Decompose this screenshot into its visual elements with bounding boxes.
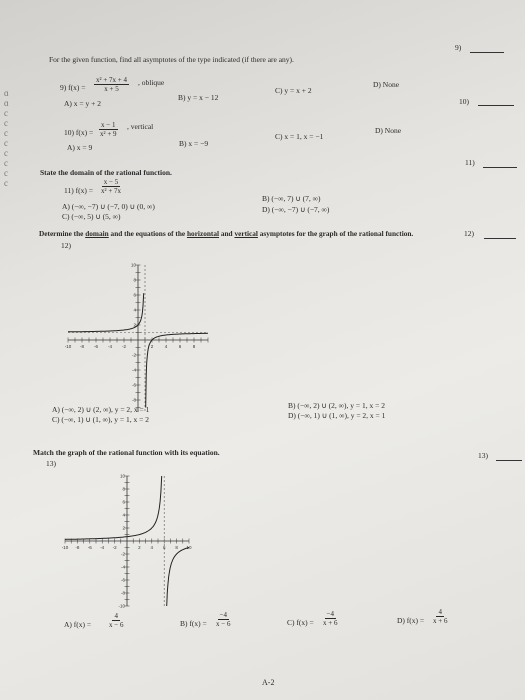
- q12-instruction: [39, 229, 413, 238]
- margin-mark: c: [4, 138, 8, 148]
- q12-choice-d[interactable]: D) (−∞, 1) ∪ (1, ∞), y = 2, x = 1: [288, 411, 386, 420]
- function-curve: [146, 333, 208, 407]
- page-label: A-2: [262, 678, 275, 687]
- q13-d-numerator: 4: [438, 608, 442, 616]
- y-tick-label: -6: [131, 382, 136, 388]
- x-tick-label: 8: [192, 344, 196, 349]
- q12-answer-number: 12): [464, 229, 474, 238]
- margin-mark: ɑ: [4, 98, 9, 108]
- y-tick-label: 8: [122, 486, 125, 492]
- margin-mark: c: [4, 118, 8, 128]
- x-tick-label: 4: [150, 545, 154, 550]
- x-tick-label: -10: [64, 344, 72, 349]
- q9-denominator: x + 5: [104, 85, 119, 93]
- q13-answer-blank[interactable]: [496, 460, 522, 461]
- q12-choice-c[interactable]: C) (−∞, 1) ∪ (1, ∞), y = 1, x = 2: [52, 415, 149, 424]
- q12-instruction-post: asymptotes for the graph of the rational function.: [257, 229, 414, 238]
- x-tick-label: -6: [87, 545, 92, 550]
- y-tick-label: -2: [131, 352, 136, 358]
- q9-choice-c[interactable]: C) y = x + 2: [275, 86, 312, 95]
- q11-choice-b[interactable]: B) (−∞, 7) ∪ (7, ∞): [262, 194, 321, 203]
- q10-choice-d[interactable]: D) None: [375, 126, 402, 135]
- margin-mark: c: [4, 148, 8, 158]
- margin-mark: ɑ: [4, 88, 9, 98]
- q10-answer-blank[interactable]: [478, 105, 514, 106]
- q9-choice-b[interactable]: B) y = x − 12: [178, 93, 219, 102]
- q13-choice-d-lhs[interactable]: D) f(x) =: [397, 616, 425, 625]
- x-tick-label: -8: [75, 545, 80, 550]
- y-tick-label: -4: [120, 564, 125, 570]
- q13-number: 13): [46, 459, 56, 468]
- q9-choice-a[interactable]: A) x = y + 2: [64, 99, 101, 108]
- y-tick-label: 6: [122, 499, 125, 505]
- y-tick-label: -6: [120, 577, 125, 583]
- q12-graph: [60, 252, 230, 412]
- q13-choice-b-fraction: [214, 611, 232, 628]
- q12-instruction-mid: and the equations of the: [108, 229, 187, 238]
- q11-choice-a[interactable]: A) (−∞, −7) ∪ (−7, 0) ∪ (0, ∞): [62, 202, 155, 211]
- x-tick-label: -4: [100, 545, 105, 550]
- q9-answer-blank[interactable]: [470, 52, 504, 53]
- x-tick-label: -10: [61, 545, 69, 550]
- margin-mark: c: [4, 178, 8, 188]
- q11-choice-c[interactable]: C) (−∞, 5) ∪ (5, ∞): [62, 212, 121, 221]
- q13-b-denominator: x − 6: [216, 620, 231, 628]
- q12-choice-a[interactable]: A) (−∞, 2) ∪ (2, ∞), y = 2, x = 1: [52, 405, 150, 414]
- function-curve: [68, 293, 144, 332]
- q13-b-numerator: −4: [219, 611, 227, 619]
- q9-answer-number: 9): [455, 43, 462, 52]
- y-tick-label: 2: [133, 322, 136, 328]
- x-tick-label: -8: [79, 344, 85, 349]
- q11-choice-d[interactable]: D) (−∞, −7) ∪ (−7, ∞): [262, 205, 330, 214]
- q11-answer-number: 11): [465, 158, 475, 167]
- x-tick-label: -2: [112, 545, 117, 550]
- function-curve: [167, 548, 189, 607]
- q13-choice-b-lhs[interactable]: B) f(x) =: [180, 619, 207, 628]
- q10-asymptote-type: , vertical: [127, 122, 154, 131]
- q13-graph: [55, 468, 205, 613]
- q12-choice-b[interactable]: B) (−∞, 2) ∪ (2, ∞), y = 1, x = 2: [288, 401, 385, 410]
- q11-answer-blank[interactable]: [483, 167, 517, 168]
- binder-margin-marks: [0, 0, 34, 260]
- q13-a-denominator: x − 6: [109, 621, 124, 629]
- y-tick-label: -8: [120, 590, 125, 596]
- q12-answer-blank[interactable]: [484, 238, 516, 239]
- q10-numerator: x − 1: [101, 121, 116, 129]
- q13-d-denominator: x + 6: [433, 617, 448, 625]
- q9-numerator: x² + 7x + 4: [96, 76, 127, 84]
- margin-mark: c: [4, 168, 8, 178]
- x-tick-label: -4: [107, 344, 113, 349]
- y-tick-label: 10: [130, 262, 136, 268]
- q11-function-lhs: 11) f(x) =: [64, 186, 93, 195]
- q13-choice-a-lhs[interactable]: A) f(x) =: [64, 620, 92, 629]
- y-tick-label: 6: [133, 292, 136, 298]
- q13-choice-d-fraction: [431, 608, 449, 625]
- q9-asymptote-type: , oblique: [138, 78, 165, 87]
- y-tick-label: 4: [133, 307, 136, 313]
- q9-instruction: For the given function, find all asymptotes of the type indicated (if there are any).: [49, 55, 294, 64]
- q9-choice-d[interactable]: D) None: [373, 80, 400, 89]
- q12-instruction-and: and: [219, 229, 235, 238]
- q10-answer-number: 10): [459, 97, 469, 106]
- q10-fraction: [98, 121, 119, 138]
- y-tick-label: 4: [122, 512, 125, 518]
- x-tick-label: 2: [138, 545, 141, 550]
- x-tick-label: 6: [178, 344, 182, 349]
- y-tick-label: -4: [131, 367, 136, 373]
- x-tick-label: 6: [162, 545, 166, 550]
- q12-number: 12): [61, 241, 71, 250]
- q13-choice-c-lhs[interactable]: C) f(x) =: [287, 618, 314, 627]
- q12-instruction-vertical: vertical: [234, 229, 258, 238]
- q9-fraction: [94, 76, 129, 93]
- q13-a-numerator: 4: [114, 612, 118, 620]
- q11-denominator: x² + 7x: [101, 187, 122, 195]
- y-tick-label: 10: [119, 473, 125, 479]
- q12-instruction-pre: Determine the: [39, 229, 86, 238]
- x-tick-label: 2: [150, 344, 154, 349]
- function-curve: [65, 473, 162, 539]
- q13-c-denominator: x + 6: [323, 619, 338, 627]
- q11-instruction: State the domain of the rational function.: [40, 168, 172, 177]
- q10-choice-a[interactable]: A) x = 9: [67, 143, 93, 152]
- x-tick-label: 4: [164, 344, 168, 349]
- q11-fraction: [99, 178, 123, 195]
- q10-function-lhs: 10) f(x) =: [64, 128, 94, 137]
- margin-mark: c: [4, 158, 8, 168]
- y-tick-label: 8: [133, 277, 136, 283]
- y-tick-label: -2: [120, 551, 125, 557]
- q10-choice-b[interactable]: B) x = −9: [179, 139, 209, 148]
- q13-instruction: Match the graph of the rational function with its equation.: [33, 448, 220, 457]
- q9-function-lhs: 9) f(x) =: [60, 83, 86, 92]
- q13-choice-a-fraction: [107, 612, 125, 629]
- x-tick-label: 8: [175, 545, 178, 550]
- q13-answer-number: 13): [478, 451, 488, 460]
- y-tick-label: 2: [122, 525, 125, 531]
- q11-numerator: x − 5: [103, 178, 119, 186]
- q10-choice-c[interactable]: C) x = 1, x = −1: [275, 132, 324, 141]
- x-tick-label: 10: [186, 545, 192, 550]
- q12-instruction-horizontal: horizontal: [186, 229, 220, 238]
- margin-mark: c: [4, 108, 8, 118]
- y-tick-label: -8: [131, 397, 136, 403]
- q10-denominator: x² + 9: [100, 130, 117, 138]
- q13-c-numerator: −4: [326, 610, 334, 618]
- x-tick-label: -6: [93, 344, 99, 349]
- q12-instruction-domain: domain: [85, 229, 109, 238]
- margin-mark: c: [4, 128, 8, 138]
- x-tick-label: -2: [121, 344, 127, 349]
- y-tick-label: -10: [118, 603, 125, 609]
- q13-choice-c-fraction: [321, 610, 339, 627]
